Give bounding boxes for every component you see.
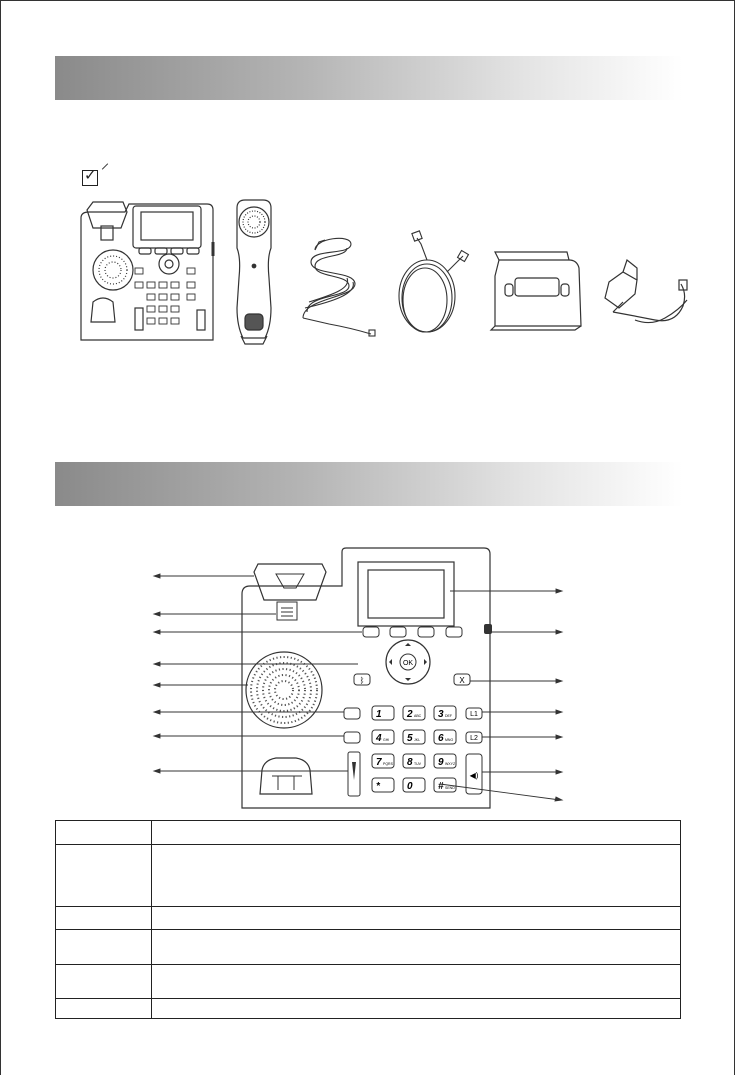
keypad <box>372 706 456 792</box>
keypad-letters: PQRS <box>383 762 393 766</box>
keypad-letters: MNO <box>445 738 454 742</box>
row-label <box>56 999 152 1019</box>
row-label <box>56 907 152 930</box>
keypad-letters: WXYZ <box>445 762 456 766</box>
ok-label: OK <box>402 660 414 667</box>
phone-stand-icon <box>491 252 581 330</box>
soft-key <box>363 627 379 637</box>
keypad-letters: DEF <box>445 714 452 718</box>
handset-cradle <box>254 564 326 600</box>
keypad-digit: # <box>438 781 444 792</box>
table-row <box>56 907 681 930</box>
lcd-screen <box>358 562 454 626</box>
handset-icon <box>237 200 271 344</box>
row-description <box>152 999 681 1019</box>
soft-key <box>390 627 406 637</box>
hookswitch <box>277 602 297 620</box>
soft-key <box>446 627 462 637</box>
headset-port <box>484 624 492 634</box>
keypad-digit: 9 <box>438 757 444 768</box>
power-adapter-icon <box>605 260 687 323</box>
phone-overview-diagram <box>150 544 570 816</box>
keypad-letters: TUV <box>414 762 421 766</box>
table-row <box>56 999 681 1019</box>
checkbox-icon: ✓ <box>84 167 97 184</box>
svg-text:L2: L2 <box>470 735 478 742</box>
svg-text:ᛒ: ᛒ <box>359 676 365 685</box>
row-description <box>152 845 681 907</box>
row-description <box>152 821 681 845</box>
keypad-digit: 4 <box>376 733 382 744</box>
package-contents-illustration <box>75 198 695 346</box>
section-header-bar <box>55 56 683 100</box>
row-description <box>152 965 681 999</box>
keypad-digit: 2 <box>407 709 413 720</box>
row-label <box>56 845 152 907</box>
row-label <box>56 821 152 845</box>
keypad-letters: SEND <box>445 786 455 790</box>
table-row <box>56 965 681 999</box>
svg-text:X: X <box>459 676 465 685</box>
section-header-bar <box>55 462 683 506</box>
svg-text:L1: L1 <box>470 711 478 718</box>
table-row <box>56 821 681 845</box>
row-label <box>56 930 152 965</box>
ethernet-cable-icon <box>399 231 468 332</box>
keypad-digit: 7 <box>376 757 382 768</box>
keypad-letters: JKL <box>414 738 421 742</box>
soft-key <box>418 627 434 637</box>
row-description <box>152 930 681 965</box>
mute-button <box>344 708 360 719</box>
keypad-digit: 8 <box>407 757 413 768</box>
headset-button <box>344 732 360 743</box>
keypad-digit: 5 <box>407 733 413 744</box>
keypad-digit: * <box>376 781 380 792</box>
keypad-digit: 3 <box>438 709 444 720</box>
keypad-letters: ABC <box>414 714 422 718</box>
row-label <box>56 965 152 999</box>
table-row <box>56 930 681 965</box>
table-row <box>56 845 681 907</box>
coiled-handset-cord-icon <box>303 238 375 336</box>
keypad-digit: 6 <box>438 733 444 744</box>
svg-text:◀): ◀) <box>469 771 479 780</box>
row-description <box>152 907 681 930</box>
description-table <box>55 820 681 1019</box>
keypad-digit: 1 <box>376 709 382 720</box>
keypad-digit: 0 <box>407 781 413 792</box>
keypad-letters: GHI <box>383 738 390 742</box>
desk-phone-unit-icon <box>81 202 213 340</box>
